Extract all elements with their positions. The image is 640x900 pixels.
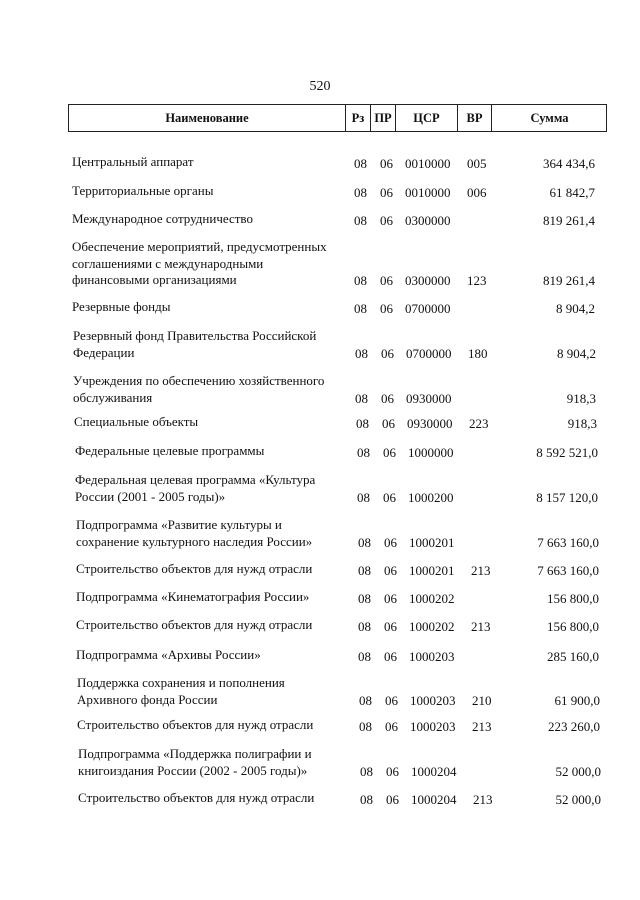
row-name: Федеральные целевые программы: [75, 443, 265, 458]
row-name: Строительство объектов для нужд отрасли: [76, 561, 313, 576]
row-name: Подпрограмма «Кинематография России»: [76, 589, 310, 604]
row-sum: 52 000,0: [555, 763, 601, 779]
row-name: Учреждения по обеспечению хозяйственного обслуживания: [73, 373, 325, 405]
row-sum: 8 157 120,0: [536, 489, 598, 505]
row-sum: 819 261,4: [543, 272, 595, 288]
row-csr: 1000203: [409, 648, 455, 664]
header-pr: ПР: [370, 105, 395, 131]
row-rz: 08: [354, 184, 367, 200]
row-pr: 06: [386, 791, 399, 807]
row-csr: 0300000: [405, 272, 451, 288]
row-pr: 06: [380, 155, 393, 171]
row-pr: 06: [381, 345, 394, 361]
row-pr: 06: [384, 562, 397, 578]
row-vr: 213: [473, 791, 493, 807]
row-sum: 52 000,0: [555, 791, 601, 807]
row-pr: 06: [384, 590, 397, 606]
row-csr: 1000202: [409, 590, 455, 606]
header-rz: Рз: [345, 105, 370, 131]
row-csr: 0010000: [405, 155, 451, 171]
row-pr: 06: [384, 618, 397, 634]
row-pr: 06: [383, 489, 396, 505]
row-sum: 223 260,0: [548, 718, 600, 734]
row-sum: 61 842,7: [549, 184, 595, 200]
row-rz: 08: [359, 692, 372, 708]
row-sum: 364 434,6: [543, 155, 595, 171]
row-vr: 123: [467, 272, 487, 288]
row-rz: 08: [358, 618, 371, 634]
row-pr: 06: [386, 763, 399, 779]
table-row: [0, 589, 640, 607]
row-vr: 006: [467, 184, 487, 200]
row-vr: 213: [471, 618, 491, 634]
row-csr: 0010000: [405, 184, 451, 200]
table-row: [0, 617, 640, 635]
row-pr: 06: [382, 415, 395, 431]
row-csr: 1000204: [411, 791, 457, 807]
row-csr: 1000201: [409, 562, 455, 578]
table-row: [0, 414, 640, 432]
row-pr: 06: [385, 718, 398, 734]
row-rz: 08: [358, 648, 371, 664]
row-sum: 8 904,2: [557, 345, 596, 361]
table-row: [0, 717, 640, 735]
row-name: Поддержка сохранения и пополнения Архивного фонда России: [77, 675, 285, 707]
row-pr: 06: [380, 184, 393, 200]
row-name: Международное сотрудничество: [72, 211, 253, 226]
row-pr: 06: [380, 272, 393, 288]
row-rz: 08: [355, 345, 368, 361]
row-name: Подпрограмма «Поддержка полиграфии и книгоиздания России (2002 - 2005 годы)»: [78, 746, 312, 778]
row-csr: 0700000: [406, 345, 452, 361]
row-csr: 1000200: [408, 489, 454, 505]
table-row: [0, 790, 640, 808]
row-vr: 005: [467, 155, 487, 171]
table-row: [0, 517, 640, 551]
table-row: [0, 239, 640, 289]
row-pr: 06: [385, 692, 398, 708]
row-vr: 210: [472, 692, 492, 708]
row-csr: 1000000: [408, 444, 454, 460]
table-row: [0, 373, 640, 407]
row-vr: 223: [469, 415, 489, 431]
row-rz: 08: [359, 718, 372, 734]
table-row: [0, 328, 640, 362]
row-rz: 08: [357, 489, 370, 505]
row-name: Территориальные органы: [72, 183, 214, 198]
row-rz: 08: [354, 212, 367, 228]
row-name: Центральный аппарат: [72, 154, 194, 169]
row-csr: 1000203: [410, 718, 456, 734]
row-name: Обеспечение мероприятий, предусмотренных соглашениями с международными финансовыми организациями: [72, 239, 327, 287]
row-rz: 08: [358, 562, 371, 578]
table-row: [0, 154, 640, 172]
row-pr: 06: [381, 390, 394, 406]
row-name: Подпрограмма «Развитие культуры и сохранение культурного наследия России»: [76, 517, 313, 549]
row-rz: 08: [354, 155, 367, 171]
table-row: [0, 472, 640, 506]
row-vr: 213: [472, 718, 492, 734]
table-row: [0, 183, 640, 201]
table-row: [0, 647, 640, 665]
header-vr: ВР: [457, 105, 491, 131]
row-rz: 08: [358, 590, 371, 606]
row-sum: 8 592 521,0: [536, 444, 598, 460]
row-name: Строительство объектов для нужд отрасли: [77, 717, 314, 732]
row-sum: 156 800,0: [547, 590, 599, 606]
row-vr: 180: [468, 345, 488, 361]
row-name: Строительство объектов для нужд отрасли: [76, 617, 313, 632]
row-name: Резервные фонды: [72, 299, 171, 314]
row-name: Резервный фонд Правительства Российской Федерации: [73, 328, 317, 360]
row-rz: 08: [358, 534, 371, 550]
row-sum: 918,3: [566, 390, 596, 406]
row-sum: 61 900,0: [554, 692, 600, 708]
row-sum: 918,3: [567, 415, 597, 431]
table-row: [0, 746, 640, 780]
row-sum: 7 663 160,0: [537, 534, 599, 550]
table-row: [0, 561, 640, 579]
row-vr: 213: [471, 562, 491, 578]
row-csr: 0300000: [405, 212, 451, 228]
row-rz: 08: [354, 300, 367, 316]
row-csr: 1000202: [409, 618, 455, 634]
row-pr: 06: [380, 212, 393, 228]
row-pr: 06: [384, 534, 397, 550]
row-sum: 285 160,0: [547, 648, 599, 664]
table-row: [0, 675, 640, 709]
row-pr: 06: [384, 648, 397, 664]
row-pr: 06: [383, 444, 396, 460]
row-name: Подпрограмма «Архивы России»: [76, 647, 261, 662]
page-number: 520: [309, 79, 331, 94]
row-sum: 819 261,4: [543, 212, 595, 228]
row-sum: 7 663 160,0: [537, 562, 599, 578]
row-rz: 08: [360, 791, 373, 807]
row-csr: 1000203: [410, 692, 456, 708]
table-row: [0, 443, 640, 461]
row-pr: 06: [380, 300, 393, 316]
row-name: Строительство объектов для нужд отрасли: [78, 790, 315, 805]
row-rz: 08: [354, 272, 367, 288]
row-sum: 156 800,0: [547, 618, 599, 634]
header-csr: ЦСР: [395, 105, 457, 131]
row-rz: 08: [357, 444, 370, 460]
row-csr: 0930000: [406, 390, 452, 406]
table-row: [0, 299, 640, 317]
row-csr: 1000204: [411, 763, 457, 779]
row-name: Федеральная целевая программа «Культура России (2001 - 2005 годы)»: [75, 472, 316, 504]
header-name: Наименование: [165, 110, 249, 125]
row-rz: 08: [356, 415, 369, 431]
row-csr: 0700000: [405, 300, 451, 316]
header-sum: Сумма: [491, 105, 607, 131]
row-rz: 08: [360, 763, 373, 779]
row-rz: 08: [355, 390, 368, 406]
row-csr: 1000201: [409, 534, 455, 550]
row-sum: 8 904,2: [556, 300, 595, 316]
row-name: Специальные объекты: [74, 414, 199, 429]
table-row: [0, 211, 640, 229]
row-csr: 0930000: [407, 415, 453, 431]
